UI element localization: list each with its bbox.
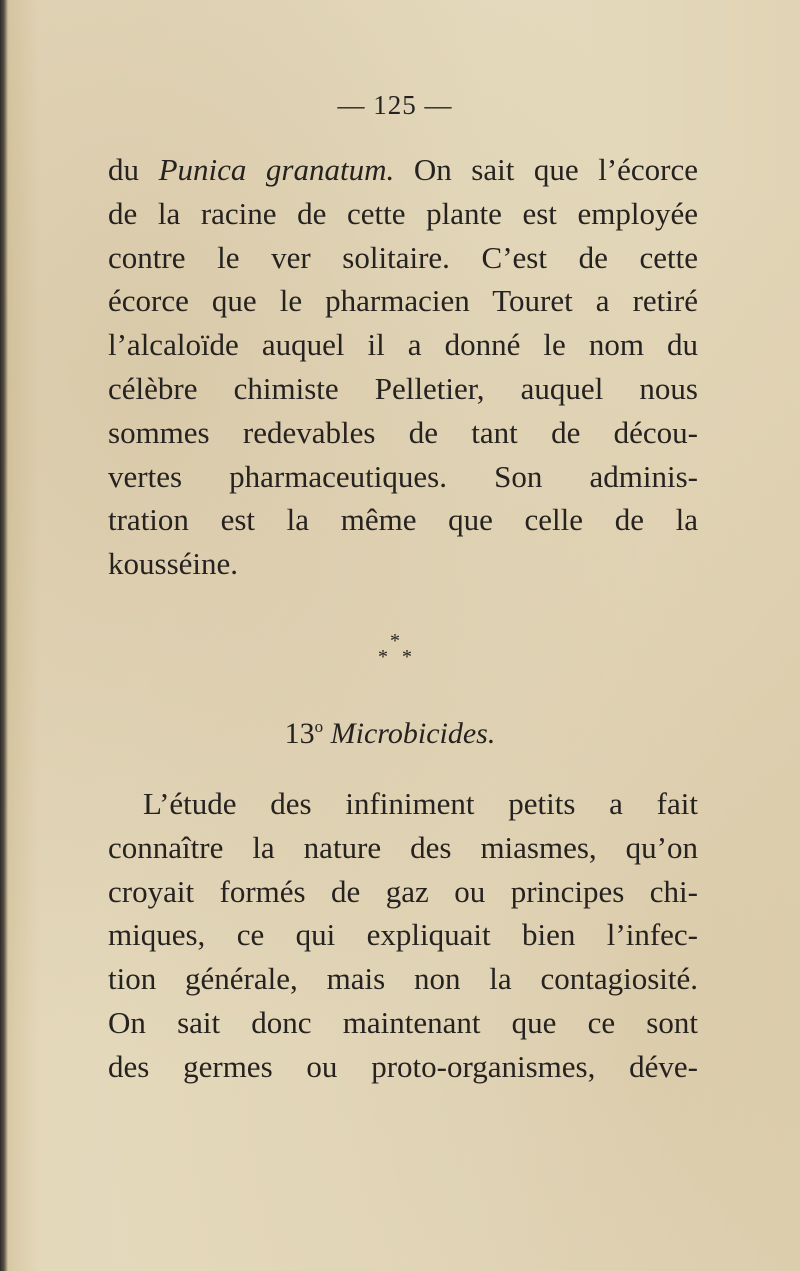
text-line: célèbre chimiste Pelletier, auquel nous	[108, 370, 698, 406]
text-line: sommes redevables de tant de décou-	[108, 414, 698, 450]
text-line: L’étude des infiniment petits a fait	[143, 786, 698, 821]
text-line: kousséine.	[108, 546, 239, 582]
paragraph-microbicides	[108, 782, 698, 1089]
text-line: tion générale, mais non la contagiosité.	[108, 961, 698, 997]
paragraph-punica	[108, 148, 698, 586]
section-heading	[0, 717, 780, 751]
text-line: vertes pharmaceutiques. Son adminis-	[108, 458, 698, 494]
text-line: de la racine de cette plante est employée	[108, 195, 698, 231]
asterism-separator	[0, 630, 790, 668]
page-number: — 125 —	[337, 90, 453, 120]
text-line: du Punica granatum. On sait que l’écorce	[108, 152, 698, 187]
species-name: Punica granatum.	[158, 152, 395, 187]
text-line: tration est la même que celle de la	[108, 502, 698, 538]
section-number: 13$^o$	[284, 717, 324, 750]
text-line: miques, ce qui expliquait bien l’infec-	[108, 917, 698, 953]
text-line: des germes ou proto-organismes, déve-	[108, 1048, 698, 1084]
asterism-bottom: **	[378, 646, 426, 668]
text-line: contre le ver solitaire. C’est de cette	[108, 239, 698, 275]
text-line: écorce que le pharmacien Touret a retiré	[108, 283, 698, 319]
text-line: croyait formés de gaz ou principes chi-	[108, 873, 698, 909]
text-line: connaître la nature des miasmes, qu’on	[108, 829, 698, 865]
section-title: Microbicides.	[330, 717, 496, 750]
asterism-top: *	[390, 630, 400, 652]
text-line: l’alcaloïde auquel il a donné le nom du	[108, 327, 698, 363]
text-line: On sait donc maintenant que ce sont	[108, 1004, 698, 1040]
